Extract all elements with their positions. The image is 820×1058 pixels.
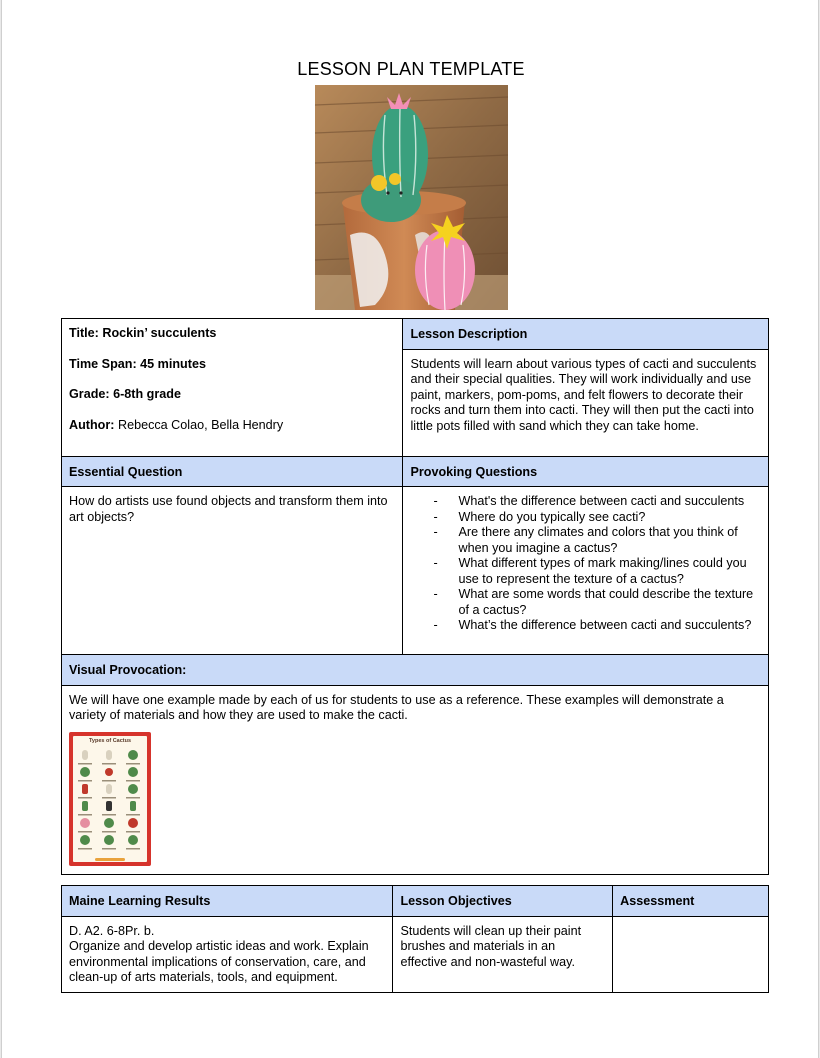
grade-label: Grade: bbox=[69, 387, 110, 401]
cactus-rock-photo bbox=[315, 85, 508, 310]
lesson-description-text: Students will learn about various types of cacti and succulents and their special qualities. They will work individually and use paint, markers, pom-poms, and felt flowers to decorate their rocks and turn them into cacti. They will then put the cacti into little pots filled with sand which they can take home. bbox=[403, 349, 769, 456]
provoking-question-item: - What are some words that could describe the texture of a cactus? bbox=[410, 587, 761, 618]
time-span-label: Time Span: bbox=[69, 356, 137, 371]
lesson-title-field bbox=[69, 326, 395, 342]
standards-table bbox=[61, 885, 769, 993]
time-span-field bbox=[69, 357, 395, 373]
author-value: Rebecca Colao, Bella Hendry bbox=[117, 417, 284, 432]
provoking-questions-list bbox=[410, 494, 761, 634]
provoking-question-item: - Are there any climates and colors that you think of when you imagine a cactus? bbox=[410, 525, 761, 556]
grade-field bbox=[69, 387, 395, 403]
author-label: Author: bbox=[69, 417, 115, 432]
provoking-questions-cell bbox=[403, 487, 769, 655]
lesson-overview-cell bbox=[62, 319, 403, 457]
grade-value: 6-8th grade bbox=[113, 387, 181, 401]
provoking-question-item: - What's the difference between cacti and succulents bbox=[410, 494, 761, 510]
time-span-value: 45 minutes bbox=[140, 356, 206, 371]
essential-question-text: How do artists use found objects and transform them into art objects? bbox=[62, 487, 403, 655]
lesson-title-value: Rockin’ succulents bbox=[102, 326, 217, 340]
maine-learning-results-cell bbox=[62, 916, 393, 992]
provoking-question-item: - Where do you typically see cacti? bbox=[410, 510, 761, 526]
lesson-objectives-text: Students will clean up their paint brushes and materials in an effective and non-wasteful way. bbox=[393, 916, 613, 992]
lesson-objectives-header: Lesson Objectives bbox=[393, 886, 613, 917]
maine-learning-results-header: Maine Learning Results bbox=[62, 886, 393, 917]
types-of-cactus-poster bbox=[69, 732, 151, 866]
maine-standard-code: D. A2. 6-8Pr. b. bbox=[69, 923, 155, 938]
lesson-title-label: Title: bbox=[69, 326, 99, 340]
document-title: LESSON PLAN TEMPLATE bbox=[297, 59, 525, 79]
provoking-question-item: - What’s the difference between cacti and succulents? bbox=[410, 618, 761, 634]
provoking-question-item: - What different types of mark making/lines could you use to represent the texture of a cactus? bbox=[410, 556, 761, 587]
assessment-header: Assessment bbox=[613, 886, 769, 917]
cactus-grid-illustration bbox=[73, 736, 147, 862]
poster-title: Types of Cactus bbox=[88, 737, 132, 744]
visual-provocation-text: We will have one example made by each of us for students to use as a reference. These examples will demonstrate a variety of materials and how they are used to make the cacti. bbox=[69, 692, 724, 722]
lesson-overview-table bbox=[61, 318, 769, 875]
document-page bbox=[1, 0, 819, 1058]
assessment-text bbox=[613, 916, 769, 992]
visual-provocation-cell bbox=[62, 685, 769, 874]
maine-standard-text: Organize and develop artistic ideas and work. Explain environmental implications of conservation, care, and clean-up of arts materials, tools, and equipment. bbox=[69, 939, 369, 984]
visual-provocation-header: Visual Provocation: bbox=[62, 655, 769, 686]
provoking-questions-header: Provoking Questions bbox=[403, 456, 769, 487]
lesson-description-header: Lesson Description bbox=[403, 319, 769, 350]
author-field bbox=[69, 418, 395, 434]
essential-question-header: Essential Question bbox=[62, 456, 403, 487]
